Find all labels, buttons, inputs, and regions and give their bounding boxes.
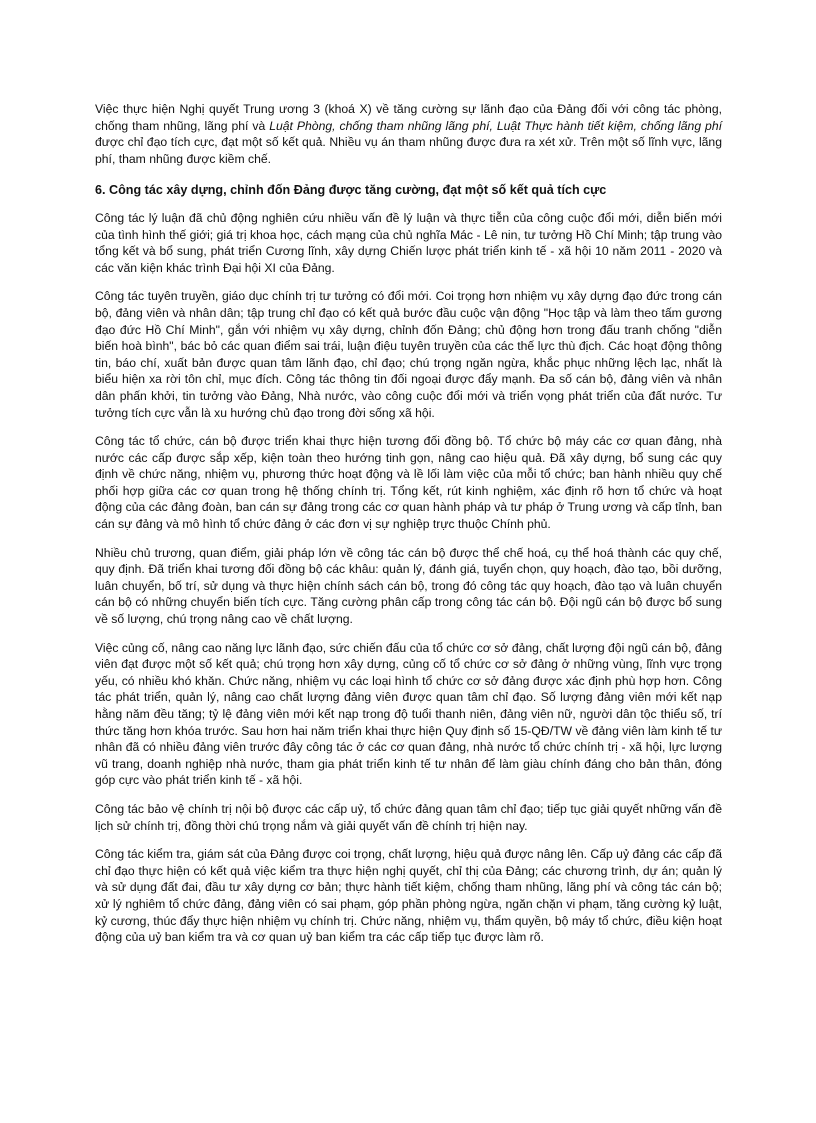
paragraph-inspection-supervision: Công tác kiểm tra, giám sát của Đảng được coi trọng, chất lượng, hiệu quả được nâng lên. Cấp uỷ đảng các cấp đã chỉ đạo thực hiện có kết quả việc kiểm tra thực hiện nghị quyết, chỉ thị của Đảng; các chương trình, dự án; quản lý và sử dụng đất đai, đầu tư xây dựng cơ bản; thực hành tiết kiệm, chống tham nhũng, lãng phí và công tác cán bộ; xử lý nghiêm tổ chức đảng, đảng viên có sai phạm, góp phần phòng ngừa, ngăn chặn vi phạm, tăng cường kỷ luật, kỷ cương, thúc đẩy thực hiện nhiệm vụ chính trị. Chức năng, nhiệm vụ, thẩm quyền, bộ máy tổ chức, điều kiện hoạt động của uỷ ban kiểm tra và cơ quan uỷ ban kiểm tra các cấp tiếp tục được làm rõ. (95, 847, 722, 945)
paragraph-internal-security: Công tác bảo vệ chính trị nội bộ được các cấp uỷ, tổ chức đảng quan tâm chỉ đạo; tiếp tục giải quyết những vấn đề lịch sử chính trị, đồng thời chú trọng nắm và giải quyết vấn đề chính trị hiện nay. (95, 801, 722, 833)
paragraph-grassroots-party: Việc củng cố, nâng cao năng lực lãnh đạo, sức chiến đấu của tổ chức cơ sở đảng, chất lượng đội ngũ cán bộ, đảng viên đạt được một số kết quả; chú trọng hơn xây dựng, củng cố tổ chức cơ sở đảng ở những vùng, lĩnh vực trọng yếu, có nhiều khó khăn. Chức năng, nhiệm vụ các loại hình tổ chức cơ sở đảng được xác định phù hợp hơn. Công tác phát triển, quản lý, nâng cao chất lượng đảng viên được quan tâm chỉ đạo. Số lượng đảng viên mới kết nạp hằng năm đều tăng; tỷ lệ đảng viên mới kết nạp trong độ tuổi thanh niên, đảng viên nữ, người dân tộc thiểu số, trí thức tăng hơn khóa trước. Sau hơn hai năm triển khai thực hiện Quy định số 15-QĐ/TW về đảng viên làm kinh tế tư nhân đã có nhiều đảng viên trước đây công tác ở các cơ quan đảng, nhà nước tổ chức chính trị - xã hội, lực lượng vũ trang, doanh nghiệp nhà nước, tham gia phát triển kinh tế tư nhân để làm giàu chính đáng cho bản thân, đóng góp cực vào phát triển kinh tế - xã hội. (95, 640, 722, 788)
section-heading: 6. Công tác xây dựng, chỉnh đốn Đảng được tăng cường, đạt một số kết quả tích cực (95, 183, 607, 198)
document-page (95, 101, 722, 958)
paragraph-cadre-policy: Nhiều chủ trương, quan điểm, giải pháp lớn về công tác cán bộ được thể chế hoá, cụ thể hoá thành các quy chế, quy định. Đã triển khai tương đối đồng bộ các khâu: quản lý, đánh giá, tuyển chọn, quy hoạch, đào tạo, bồi dưỡng, luân chuyển, bố trí, sử dụng và thực hiện chính sách cán bộ, trong đó công tác quy hoạch, đào tạo và luân chuyển cán bộ có những chuyển biến tích cực. Tăng cường phân cấp trong công tác cán bộ. Đội ngũ cán bộ được bổ sung về số lượng, chú trọng nâng cao về chất lượng. (95, 545, 722, 627)
paragraph-organization-work: Công tác tổ chức, cán bộ được triển khai thực hiện tương đối đồng bộ. Tổ chức bộ máy các cơ quan đảng, nhà nước các cấp được sắp xếp, kiện toàn theo hướng tinh gọn, nâng cao hiệu quả. Đã xây dựng, bổ sung các quy định về chức năng, nhiệm vụ, phương thức hoạt động và lề lối làm việc của mỗi tổ chức; ban hành nhiều quy chế phối hợp giữa các cơ quan trong hệ thống chính trị. Tổng kết, rút kinh nghiệm, xác định rõ hơn tổ chức và hoạt động của các đảng đoàn, ban cán sự đảng trong các cơ quan hành pháp và tư pháp ở Trung ương và cấp tỉnh, ban cán sự đảng và mô hình tổ chức đảng ở các đơn vị sự nghiệp trực thuộc Chính phủ. (95, 434, 722, 532)
intro-text-part2: được chỉ đạo tích cực, đạt một số kết quả. Nhiều vụ án tham nhũng được đưa ra xét xử. Trên một số lĩnh vực, lãng phí, tham nhũng được kiềm chế. (95, 135, 722, 166)
intro-italic-law-names: Luật Phòng, chống tham nhũng lãng phí, Luật Thực hành tiết kiệm, chống lãng phí (269, 118, 722, 133)
intro-paragraph (95, 101, 722, 167)
paragraph-theory-work: Công tác lý luận đã chủ động nghiên cứu nhiều vấn đề lý luận và thực tiễn của công cuộc đổi mới, diễn biến mới của tình hình thế giới; giá trị khoa học, cách mạng của chủ nghĩa Mác - Lê nin, tư tưởng Hồ Chí Minh; tập trung vào tổng kết và bổ sung, phát triển Cương lĩnh, xây dựng Chiến lược phát triển kinh tế - xã hội 10 năm 2011 - 2020 và các văn kiện khác trình Đại hội XI của Đảng. (95, 210, 722, 275)
paragraph-propaganda-work: Công tác tuyên truyền, giáo dục chính trị tư tưởng có đổi mới. Coi trọng hơn nhiệm vụ xây dựng đạo đức trong cán bộ, đảng viên và nhân dân; tập trung chỉ đạo có kết quả bước đầu cuộc vận động "Học tập và làm theo tấm gương đạo đức Hồ Chí Minh", gắn với nhiệm vụ xây dựng, chỉnh đốn Đảng; chủ động hơn trong đấu tranh chống "diễn biến hoà bình", bác bỏ các quan điểm sai trái, luận điệu tuyên truyền của các thế lực thù địch. Các hoạt động thông tin, báo chí, xuất bản được quan tâm lãnh đạo, chỉ đạo; chú trọng ngăn ngừa, khắc phục những lệch lạc, nhất là biểu hiện xa rời tôn chỉ, mục đích. Công tác thông tin đối ngoại được đẩy mạnh. Đa số cán bộ, đảng viên và nhân dân phấn khởi, tin tưởng vào Đảng, Nhà nước, vào công cuộc đổi mới và triển vọng phát triển của đất nước. Tư tưởng tích cực vẫn là xu hướng chủ đạo trong đời sống xã hội. (95, 289, 722, 420)
intro-text-part1: Việc thực hiện Nghị quyết Trung ương 3 (khoá X) về tăng cường sự lãnh đạo của Đảng đối với công tác phòng, chống tham nhũng, lãng phí và (95, 102, 722, 133)
